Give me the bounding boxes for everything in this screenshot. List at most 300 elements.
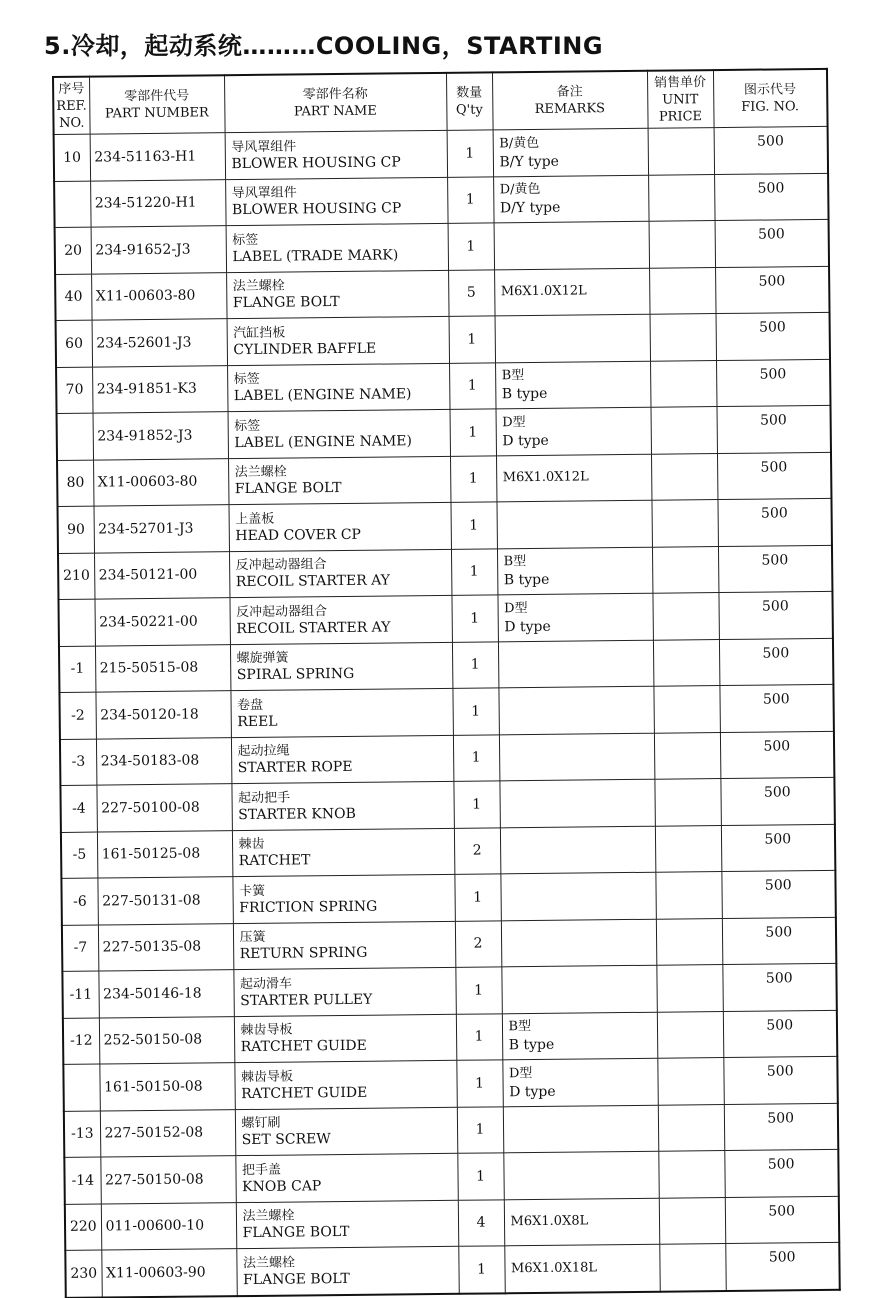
remark-line-1	[508, 988, 656, 990]
fig-no: 500	[718, 545, 832, 593]
ref-no: 220	[65, 1204, 101, 1251]
remark-line-2	[510, 1174, 658, 1176]
remarks	[500, 826, 655, 874]
remark-line-2: B type	[501, 386, 548, 403]
part-name	[228, 456, 450, 505]
part-number: 234-50183-08	[96, 737, 231, 785]
part-number: X11-00603-90	[101, 1249, 236, 1297]
table-row	[58, 591, 832, 646]
remarks	[493, 128, 648, 176]
table-row	[65, 1242, 839, 1297]
part-name-en: LABEL (ENGINE NAME)	[233, 386, 412, 405]
fig-no: 500	[714, 173, 828, 221]
part-name	[232, 828, 454, 877]
part-number: 234-91851-K3	[92, 365, 227, 413]
header-row	[53, 69, 828, 135]
part-name-en: RECOIL STARTER AY	[236, 619, 391, 637]
remark-line-1	[505, 709, 653, 711]
part-name-en: LABEL (TRADE MARK)	[232, 247, 399, 265]
quantity: 1	[456, 1013, 502, 1060]
ref-no: -2	[59, 692, 95, 739]
header-ref: 序号 REF. NO.	[53, 77, 90, 135]
header-fig-no: 图示代号 FIG. NO.	[713, 69, 828, 128]
remark-line-2	[508, 988, 656, 990]
table-row	[57, 452, 831, 507]
remark-line-2	[507, 849, 655, 851]
part-name	[229, 549, 451, 598]
part-number: 161-50125-08	[97, 830, 232, 878]
remark-line-1	[510, 1128, 658, 1130]
part-number: 227-50152-08	[100, 1109, 235, 1157]
table-row	[62, 963, 836, 1018]
part-name	[230, 688, 452, 737]
unit-price	[659, 1244, 725, 1292]
remark-line-1	[507, 895, 655, 897]
remarks	[495, 314, 650, 362]
remark-line-2	[500, 245, 648, 247]
part-name-zh: 起动滑车	[239, 976, 293, 992]
part-name-en: FLANGE BOLT	[242, 1224, 350, 1242]
part-number: 234-50121-00	[94, 551, 229, 599]
part-name	[234, 1014, 456, 1063]
unit-price	[656, 918, 722, 965]
part-name-zh: 螺钉刷	[241, 1115, 281, 1132]
part-name-en: FLANGE BOLT	[232, 294, 340, 312]
part-name-zh: 上盖板	[235, 511, 275, 527]
header-remarks: 备注 REMARKS	[492, 71, 648, 130]
quantity: 1	[453, 734, 499, 781]
part-number: 234-91852-J3	[93, 412, 228, 460]
remark-line-1	[507, 849, 655, 851]
remark-line-1: D型	[504, 600, 528, 617]
part-number: 234-52601-J3	[92, 319, 227, 367]
remarks	[496, 500, 651, 548]
part-name-zh: 汽缸挡板	[233, 325, 286, 341]
table-row	[58, 498, 832, 553]
table-row	[62, 917, 836, 972]
fig-no: 500	[719, 684, 833, 732]
unit-price	[651, 500, 717, 547]
fig-no: 500	[724, 1149, 838, 1197]
ref-no: -14	[64, 1157, 100, 1204]
remark-line-1: D型	[508, 1065, 533, 1082]
page-title: 5.冷却，起动系统………COOLING，STARTING	[44, 32, 604, 60]
ref-no: -6	[61, 878, 97, 925]
fig-no: 500	[716, 312, 830, 360]
table-row	[65, 1196, 839, 1251]
fig-no: 500	[723, 1056, 837, 1104]
part-number: 234-91652-J3	[91, 226, 226, 274]
table-row	[61, 870, 835, 925]
part-name-zh: 标签	[233, 372, 260, 388]
part-name-en: KNOB CAP	[242, 1177, 322, 1195]
remarks	[503, 1105, 658, 1153]
quantity: 1	[447, 130, 493, 177]
fig-no: 500	[718, 591, 832, 639]
remark-line-1	[506, 756, 654, 758]
part-name-en: CYLINDER BAFFLE	[233, 340, 377, 358]
unit-price	[659, 1197, 725, 1244]
quantity: 1	[458, 1246, 504, 1293]
unit-price	[651, 407, 717, 454]
remark-line-2	[506, 802, 654, 804]
part-name	[235, 1153, 457, 1202]
part-name-zh: 导风罩组件	[231, 185, 297, 202]
remarks	[497, 593, 652, 641]
unit-price	[653, 686, 719, 733]
quantity: 1	[450, 409, 496, 456]
fig-no: 500	[720, 777, 834, 825]
ref-no	[63, 1064, 99, 1111]
table-row	[63, 1056, 837, 1111]
remark-line-1: M6X1.0X12L	[502, 469, 589, 486]
ref-no: 40	[55, 274, 91, 321]
quantity: 2	[455, 920, 501, 967]
part-name-en: FRICTION SPRING	[239, 898, 378, 916]
part-name-zh: 法兰螺栓	[242, 1255, 296, 1271]
part-number: X11-00603-80	[93, 458, 228, 506]
unit-price	[650, 360, 716, 407]
table-row	[61, 824, 835, 879]
remarks	[494, 221, 649, 269]
part-name	[236, 1200, 458, 1249]
table-row	[57, 405, 831, 460]
part-name-en: FLANGE BOLT	[243, 1270, 350, 1288]
unit-price	[650, 314, 716, 361]
remark-line-2	[507, 895, 655, 897]
unit-price	[649, 221, 715, 268]
part-name-zh: 导风罩组件	[231, 139, 297, 155]
part-number: 234-50120-18	[95, 691, 230, 739]
quantity: 1	[451, 548, 497, 595]
part-name-en: RATCHET GUIDE	[241, 1084, 368, 1102]
part-name	[233, 921, 455, 970]
unit-price	[658, 1151, 724, 1198]
part-name-zh: 起动拉绳	[237, 743, 290, 760]
header-unit-price: 销售单价 UNIT PRICE	[647, 70, 714, 128]
part-name-en: SET SCREW	[241, 1131, 331, 1149]
part-name-en: RECOIL STARTER AY	[235, 572, 391, 591]
remarks	[498, 686, 653, 734]
quantity: 1	[454, 874, 500, 921]
part-name-en: STARTER PULLEY	[240, 991, 373, 1009]
quantity: 1	[457, 1153, 503, 1200]
part-name	[225, 177, 447, 226]
quantity: 1	[450, 502, 496, 549]
remark-line-1: B型	[503, 554, 527, 570]
part-number: 011-00600-10	[101, 1202, 236, 1250]
unit-price	[658, 1104, 724, 1151]
fig-no: 500	[721, 870, 835, 918]
table-row	[54, 173, 828, 228]
remarks	[493, 175, 648, 223]
unit-price	[657, 1011, 723, 1058]
part-name-zh: 卷盘	[237, 697, 264, 713]
remark-line-2: B/Y type	[499, 153, 559, 171]
ref-no: 230	[65, 1250, 101, 1297]
part-name-zh: 标签	[232, 232, 259, 248]
part-number: 252-50150-08	[99, 1016, 234, 1064]
ref-no: -11	[62, 971, 98, 1018]
table-row	[55, 266, 829, 321]
ref-no: -7	[62, 925, 98, 972]
part-name	[236, 1246, 458, 1295]
table-row	[60, 777, 834, 832]
quantity: 1	[449, 316, 495, 363]
fig-no: 500	[719, 638, 833, 686]
remark-line-2: D type	[502, 432, 549, 450]
part-name-en: RETURN SPRING	[239, 944, 368, 963]
part-name	[231, 781, 453, 830]
remark-line-2	[508, 942, 656, 944]
part-number: 227-50150-08	[100, 1156, 235, 1204]
remarks	[501, 919, 656, 967]
unit-price	[653, 639, 719, 686]
remark-line-2: D type	[504, 618, 551, 636]
remark-line-1: D/黄色	[499, 182, 541, 198]
remarks	[500, 872, 655, 920]
ref-no: -1	[59, 646, 95, 693]
quantity: 1	[455, 967, 501, 1014]
part-number: 234-51220-H1	[90, 179, 225, 227]
part-name-en: REEL	[237, 713, 278, 730]
parts-table-sheet	[52, 68, 839, 1298]
unit-price	[652, 546, 718, 593]
quantity: 1	[447, 176, 493, 223]
fig-no: 500	[717, 452, 831, 500]
fig-no: 500	[722, 963, 836, 1011]
fig-no: 500	[725, 1196, 839, 1244]
part-name	[232, 874, 454, 923]
part-name	[228, 409, 450, 458]
unit-price	[648, 128, 714, 175]
header-qty: 数量 Q'ty	[446, 72, 493, 130]
table-row	[64, 1103, 838, 1158]
remark-line-1	[503, 523, 651, 525]
part-name-zh: 棘齿导板	[240, 1069, 294, 1085]
ref-no	[54, 181, 90, 228]
remark-line-1: M6X1.0X8L	[510, 1213, 589, 1230]
table-row	[55, 219, 829, 274]
remark-line-2	[506, 756, 654, 758]
unit-price	[654, 779, 720, 826]
part-name-zh: 反冲起动器组合	[235, 557, 327, 574]
ref-no: 60	[56, 320, 92, 367]
fig-no: 500	[715, 219, 829, 267]
remark-line-2	[510, 1128, 658, 1130]
part-name-zh: 起动把手	[237, 790, 291, 806]
part-name-en: BLOWER HOUSING CP	[231, 200, 402, 219]
part-name-zh: 标签	[234, 418, 261, 434]
remark-line-2	[501, 338, 649, 340]
remarks	[497, 547, 652, 595]
part-name	[226, 270, 448, 319]
quantity: 1	[450, 455, 496, 502]
fig-no: 500	[725, 1242, 839, 1290]
part-name-zh: 棘齿	[238, 837, 265, 853]
remark-line-1: D型	[502, 414, 526, 431]
part-number: 227-50131-08	[97, 877, 232, 925]
fig-no: 500	[724, 1103, 838, 1151]
quantity: 4	[458, 1199, 504, 1246]
part-name-zh: 法兰螺栓	[232, 278, 285, 295]
part-name	[235, 1107, 457, 1156]
remarks	[502, 1012, 657, 1060]
remark-line-1	[500, 245, 648, 247]
table-row	[60, 731, 834, 786]
unit-price	[648, 174, 714, 221]
quantity: 1	[452, 688, 498, 735]
part-name-en: SPIRAL SPRING	[236, 666, 355, 684]
part-name-en: HEAD COVER CP	[235, 526, 362, 544]
part-number: 227-50135-08	[98, 923, 233, 971]
fig-no: 500	[716, 405, 830, 453]
part-number: 215-50515-08	[95, 644, 230, 692]
remarks	[496, 454, 651, 502]
part-name-zh: 反冲起动器组合	[236, 603, 328, 620]
remark-line-2	[503, 523, 651, 525]
remarks	[494, 268, 649, 316]
part-name-zh: 把手盖	[241, 1162, 282, 1178]
remark-line-1	[508, 942, 656, 944]
part-name-zh: 法兰螺栓	[242, 1208, 295, 1225]
part-number: 234-51163-H1	[90, 133, 225, 181]
unit-price	[657, 1058, 723, 1105]
part-name-zh: 法兰螺栓	[234, 464, 287, 481]
remarks	[501, 965, 656, 1013]
remarks	[502, 1058, 657, 1106]
remark-line-2	[505, 709, 653, 711]
part-number: 234-52701-J3	[94, 505, 229, 553]
part-number: 227-50100-08	[96, 784, 231, 832]
remarks	[499, 779, 654, 827]
quantity: 1	[448, 223, 494, 270]
fig-no: 500	[714, 126, 828, 174]
part-number: X11-00603-80	[91, 272, 226, 320]
fig-no: 500	[720, 731, 834, 779]
quantity: 1	[451, 595, 497, 642]
part-name-en: STARTER ROPE	[237, 759, 353, 777]
part-name-zh: 棘齿导板	[240, 1022, 293, 1039]
remark-line-2: B type	[503, 572, 550, 589]
part-name-en: RATCHET GUIDE	[240, 1038, 367, 1056]
part-name-en: FLANGE BOLT	[234, 480, 342, 498]
table-row	[59, 684, 833, 739]
table-row	[56, 359, 830, 414]
part-name	[229, 595, 451, 644]
unit-price	[655, 872, 721, 919]
part-name-en: BLOWER HOUSING CP	[231, 154, 401, 172]
remarks	[504, 1244, 659, 1293]
remarks	[503, 1151, 658, 1199]
part-name	[234, 1060, 456, 1109]
ref-no: 210	[58, 553, 94, 600]
unit-price	[652, 593, 718, 640]
part-name-en: STARTER KNOB	[238, 805, 356, 823]
ref-no: -12	[63, 1018, 99, 1065]
table-row	[56, 312, 830, 367]
ref-no	[58, 599, 94, 646]
fig-no: 500	[717, 498, 831, 546]
part-name	[227, 316, 449, 365]
remark-line-1	[501, 338, 649, 340]
part-name	[231, 735, 453, 784]
header-part-name: 零部件名称 PART NAME	[224, 73, 447, 133]
remarks	[504, 1198, 659, 1246]
remark-line-2: D/Y type	[499, 199, 561, 217]
fig-no: 500	[721, 824, 835, 872]
ref-no: -13	[64, 1111, 100, 1158]
part-name	[230, 642, 452, 691]
unit-price	[649, 267, 715, 314]
part-name-en: RATCHET	[238, 852, 311, 870]
fig-no: 500	[715, 266, 829, 314]
table-row	[63, 1010, 837, 1065]
table-row	[59, 638, 833, 693]
remarks	[496, 407, 651, 455]
remark-line-1	[510, 1174, 658, 1176]
part-name-zh: 螺旋弹簧	[236, 650, 289, 667]
remark-line-1: B型	[508, 1019, 532, 1035]
ref-no: -3	[60, 739, 96, 786]
remarks	[495, 361, 650, 409]
unit-price	[651, 453, 717, 500]
unit-price	[656, 965, 722, 1012]
unit-price	[654, 732, 720, 779]
ref-no: -5	[61, 832, 97, 879]
table-body	[54, 126, 840, 1297]
ref-no: 80	[57, 460, 93, 507]
ref-no: 20	[55, 227, 91, 274]
remark-line-2	[505, 663, 653, 665]
fig-no: 500	[723, 1010, 837, 1058]
remarks	[499, 733, 654, 781]
quantity: 1	[452, 641, 498, 688]
ref-no: -4	[60, 785, 96, 832]
part-name	[227, 363, 449, 412]
ref-no: 70	[56, 367, 92, 414]
table-row	[58, 545, 832, 600]
remark-line-2: D type	[509, 1083, 556, 1101]
quantity: 1	[456, 1060, 502, 1107]
fig-no: 500	[722, 917, 836, 965]
fig-no: 500	[716, 359, 830, 407]
part-number: 234-50221-00	[94, 598, 229, 646]
part-name-zh: 卡簧	[238, 883, 266, 899]
part-name-en: LABEL (ENGINE NAME)	[234, 433, 413, 451]
part-name	[225, 130, 447, 179]
ref-no: 10	[54, 134, 90, 181]
unit-price	[655, 825, 721, 872]
remark-line-1: B型	[501, 368, 525, 384]
remark-line-1: M6X1.0X12L	[500, 283, 587, 300]
remark-line-2: B type	[508, 1037, 555, 1054]
header-part-number: 零部件代号 PART NUMBER	[89, 75, 225, 134]
parts-table	[52, 68, 841, 1298]
remark-line-1: M6X1.0X18L	[510, 1260, 598, 1277]
part-name	[228, 502, 450, 551]
ref-no	[57, 413, 93, 460]
quantity: 1	[453, 781, 499, 828]
part-name	[233, 967, 455, 1016]
ref-no: 90	[58, 506, 94, 553]
quantity: 1	[457, 1106, 503, 1153]
remark-line-1: B/黄色	[499, 135, 540, 152]
part-number: 234-50146-18	[98, 970, 233, 1018]
remark-line-1	[505, 663, 653, 665]
table-row	[54, 126, 828, 181]
quantity: 5	[448, 269, 494, 316]
